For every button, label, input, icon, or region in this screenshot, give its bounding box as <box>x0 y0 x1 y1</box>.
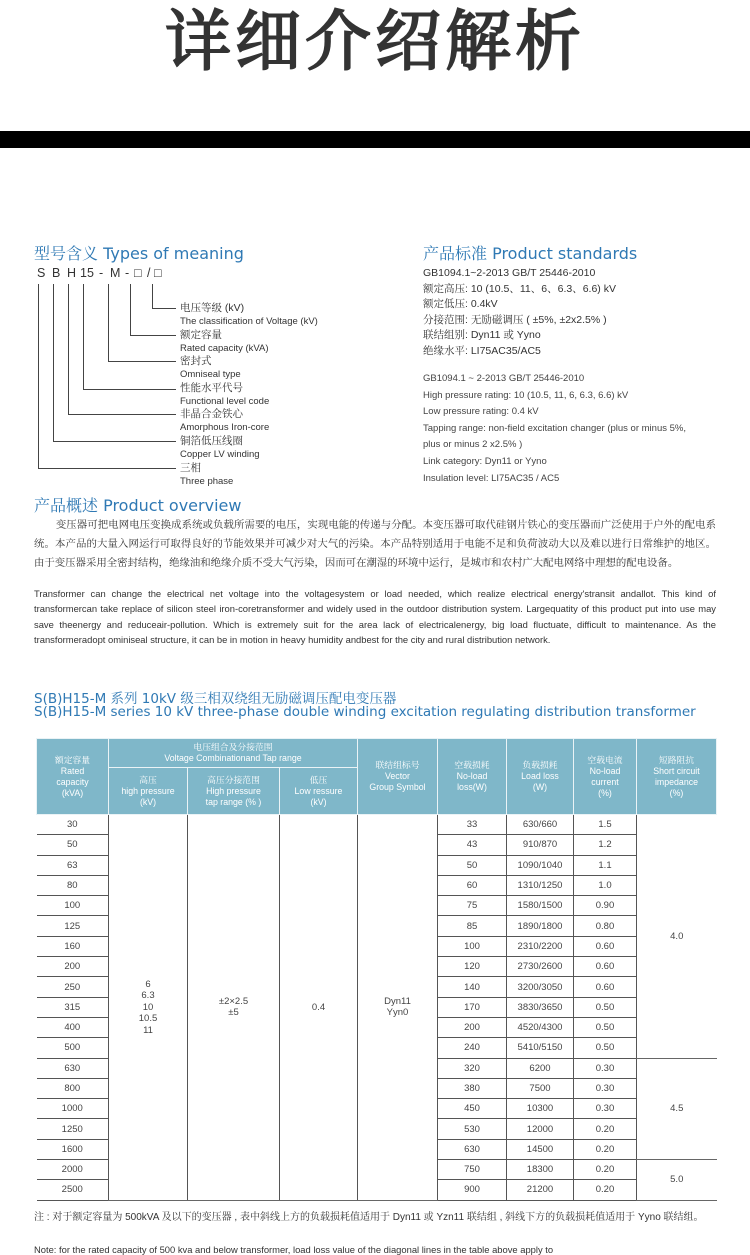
cell-capacity: 2000 <box>37 1160 109 1180</box>
header-no-load-current: 空载电流 No-load current (%) <box>574 739 637 815</box>
table-note-en: Note: for the rated capacity of 500 kva and below transformer, load loss value of the diagonal lines in the table above apply to <box>34 1244 554 1255</box>
meaning-en: Omniseal type <box>180 369 241 380</box>
series-title-zh: S(B)H15-M 系列 10kV 级三相双绕组无励磁调压配电变压器 <box>34 691 397 707</box>
high-pressure-value: 11 <box>143 1024 153 1036</box>
cell-capacity: 80 <box>37 875 109 895</box>
code-part: 15 <box>80 266 94 280</box>
code-part: / <box>147 266 151 280</box>
cell-no-load-current: 0.20 <box>574 1119 637 1139</box>
standard-line: GB1094.1 ~ 2-2013 GB/T 25446-2010 <box>423 373 585 384</box>
cell-no-load-loss: 530 <box>438 1119 507 1139</box>
standard-line: Tapping range: non-field excitation changer (plus or minus 5%, <box>423 422 686 434</box>
cell-no-load-loss: 320 <box>438 1058 507 1078</box>
cell-capacity: 500 <box>37 1038 109 1058</box>
standard-line: 额定高压: 10 (10.5、11、6、6.3、6.6) kV <box>423 282 616 295</box>
meaning-zh: 非晶合金铁心 <box>180 408 243 420</box>
standard-line: plus or minus 2 x2.5% ) <box>423 439 523 451</box>
cell-no-load-current: 0.60 <box>574 977 637 997</box>
cell-load-loss: 630/660 <box>507 815 574 835</box>
meaning-en: Three phase <box>180 476 234 487</box>
cell-no-load-current: 1.0 <box>574 875 637 895</box>
high-pressure-value: 6.3 <box>141 990 155 1002</box>
cell-load-loss: 18300 <box>507 1160 574 1180</box>
cell-load-loss: 3200/3050 <box>507 977 574 997</box>
high-pressure-value: 10 <box>142 1001 154 1013</box>
code-part: B <box>52 266 61 280</box>
page-title: 详细介绍解析 <box>165 3 585 80</box>
meaning-zh: 密封式 <box>180 355 212 367</box>
header-load-loss: 负载损耗 Load loss (W) <box>507 739 574 815</box>
cell-tap-range <box>188 815 280 1201</box>
tap-range-value: ±5 <box>228 1007 239 1019</box>
cell-no-load-loss: 450 <box>438 1099 507 1119</box>
code-part: - <box>125 266 130 280</box>
cell-capacity: 50 <box>37 835 109 855</box>
cell-capacity: 630 <box>37 1058 109 1078</box>
meaning-zh: 电压等级 (kV) <box>180 302 245 314</box>
meaning-item <box>180 355 241 381</box>
meaning-zh: 三相 <box>180 462 201 474</box>
cell-capacity: 250 <box>37 977 109 997</box>
divider-bar <box>0 131 750 148</box>
cell-capacity: 63 <box>37 855 109 875</box>
cell-load-loss: 21200 <box>507 1180 574 1200</box>
cell-capacity: 2500 <box>37 1180 109 1200</box>
meaning-item <box>180 435 260 461</box>
header-no-load-loss: 空载损耗 No-load loss(W) <box>438 739 507 815</box>
cell-no-load-loss: 60 <box>438 875 507 895</box>
cell-load-loss: 2310/2200 <box>507 936 574 956</box>
standard-line: 分接范围: 无励磁调压 ( ±5%, ±2x2.5% ) <box>423 313 607 326</box>
header-tap-range: 高压分接范围 High pressure tap range (% ) <box>188 768 280 815</box>
cell-load-loss: 14500 <box>507 1139 574 1159</box>
product-standards-title: 产品标准 Product standards <box>423 244 638 263</box>
cell-capacity: 30 <box>37 815 109 835</box>
cell-load-loss: 5410/5150 <box>507 1038 574 1058</box>
standard-line: 联结组别: Dyn11 或 Yyno <box>423 329 541 341</box>
cell-no-load-loss: 100 <box>438 936 507 956</box>
cell-capacity: 100 <box>37 896 109 916</box>
cell-load-loss: 6200 <box>507 1058 574 1078</box>
header-voltage-group: 电压组合及分接范围 Voltage Combinationand Tap range <box>109 739 358 768</box>
cell-impedance: 4.5 <box>637 1058 717 1159</box>
meaning-item <box>180 462 233 488</box>
meaning-zh: 额定容量 <box>180 329 222 341</box>
cell-load-loss: 3830/3650 <box>507 997 574 1017</box>
cell-no-load-loss: 900 <box>438 1180 507 1200</box>
cell-no-load-loss: 43 <box>438 835 507 855</box>
cell-no-load-current: 0.50 <box>574 1017 637 1037</box>
standard-line: 额定低压: 0.4kV <box>423 298 498 310</box>
cell-no-load-current: 0.20 <box>574 1180 637 1200</box>
cell-load-loss: 910/870 <box>507 835 574 855</box>
header-rated-capacity: 额定容量 Rated capacity (kVA) <box>37 739 109 815</box>
standard-line: Low pressure rating: 0.4 kV <box>423 406 539 418</box>
code-part: H <box>67 266 77 280</box>
meaning-en: Amorphous Iron-core <box>180 422 270 433</box>
meaning-item <box>180 408 269 434</box>
header-high-pressure: 高压 high pressure (kV) <box>109 768 188 815</box>
cell-no-load-current: 0.60 <box>574 957 637 977</box>
code-part: □ <box>134 266 142 280</box>
code-part: □ <box>154 266 162 280</box>
high-pressure-value: 10.5 <box>138 1013 158 1025</box>
cell-load-loss: 1310/1250 <box>507 875 574 895</box>
cell-no-load-loss: 750 <box>438 1160 507 1180</box>
standard-line: 绝缘水平: LI75AC35/AC5 <box>423 344 541 357</box>
meaning-item <box>180 329 269 355</box>
cell-load-loss: 1090/1040 <box>507 855 574 875</box>
standard-line: Insulation level: LI75AC35 / AC5 <box>423 472 560 484</box>
cell-no-load-loss: 630 <box>438 1139 507 1159</box>
overview-zh: 变压器可把电网电压变换成系统或负载所需要的电压，实现电能的传递与分配。本变压器可取代硅钢片铁心的变压器而广泛使用于户外的配电系统。本产品的大量入网运行可取得良好的节能效果并可减少对大气的污染。本产品特别适用于电能不足和负荷波动大以及难以进行日常维护的地区。由于变压器采用全密封结构，绝缘油和绝缘介质不受大气污染，因而可在潮湿的环境中运行，是城市和农村广大配电网络中理想的配电设备。 <box>34 520 716 569</box>
standards-zh <box>423 266 616 359</box>
cell-capacity: 200 <box>37 957 109 977</box>
cell-no-load-loss: 140 <box>438 977 507 997</box>
product-overview-title: 产品概述 Product overview <box>34 496 242 515</box>
header-low-pressure: 低压 Low ressure (kV) <box>280 768 358 815</box>
cell-no-load-loss: 75 <box>438 896 507 916</box>
vector-group-value: Dyn11 <box>384 995 411 1007</box>
cell-high-pressure <box>109 815 188 1201</box>
code-part: - <box>99 266 104 280</box>
cell-no-load-loss: 240 <box>438 1038 507 1058</box>
cell-no-load-current: 0.30 <box>574 1078 637 1098</box>
meaning-en: Rated capacity (kVA) <box>180 343 269 354</box>
meaning-item <box>180 302 318 328</box>
cell-no-load-current: 0.30 <box>574 1099 637 1119</box>
cell-load-loss: 2730/2600 <box>507 957 574 977</box>
cell-load-loss: 1890/1800 <box>507 916 574 936</box>
cell-load-loss: 4520/4300 <box>507 1017 574 1037</box>
cell-load-loss: 1580/1500 <box>507 896 574 916</box>
cell-no-load-current: 0.60 <box>574 936 637 956</box>
cell-no-load-current: 0.50 <box>574 997 637 1017</box>
cell-no-load-loss: 200 <box>438 1017 507 1037</box>
standards-en <box>423 371 686 487</box>
cell-no-load-current: 0.50 <box>574 1038 637 1058</box>
standard-line: GB1094.1~2-2013 GB/T 25446-2010 <box>423 267 596 279</box>
meaning-zh: 性能水平代号 <box>180 382 243 394</box>
meaning-en: Copper LV winding <box>180 449 260 460</box>
cell-no-load-current: 0.30 <box>574 1058 637 1078</box>
cell-capacity: 800 <box>37 1078 109 1098</box>
cell-load-loss: 12000 <box>507 1119 574 1139</box>
cell-capacity: 1000 <box>37 1099 109 1119</box>
meaning-en: The classification of Voltage (kV) <box>180 316 318 327</box>
cell-load-loss: 10300 <box>507 1099 574 1119</box>
cell-no-load-loss: 120 <box>438 957 507 977</box>
meaning-zh: 铜箔低压线圈 <box>180 435 243 447</box>
cell-capacity: 160 <box>37 936 109 956</box>
tap-range-value: ±2×2.5 <box>218 995 249 1007</box>
cell-capacity: 125 <box>37 916 109 936</box>
cell-no-load-loss: 170 <box>438 997 507 1017</box>
cell-capacity: 1600 <box>37 1139 109 1159</box>
standard-line: Link category: Dyn11 or Yyno <box>423 455 547 467</box>
vector-group-value: Yyn0 <box>386 1007 409 1019</box>
cell-vector-group <box>358 815 438 1201</box>
cell-impedance: 4.0 <box>637 815 717 1059</box>
cell-impedance: 5.0 <box>637 1160 717 1201</box>
cell-capacity: 315 <box>37 997 109 1017</box>
header-impedance: 短路阻抗 Short circuit impedance (%) <box>637 739 717 815</box>
cell-no-load-current: 1.1 <box>574 855 637 875</box>
series-title-en: S(B)H15-M series 10 kV three-phase double winding excitation regulating distribution transformer <box>34 704 696 720</box>
cell-low-pressure: 0.4 <box>280 815 358 1201</box>
meaning-item <box>180 382 269 408</box>
cell-no-load-loss: 33 <box>438 815 507 835</box>
cell-no-load-loss: 380 <box>438 1078 507 1098</box>
cell-no-load-current: 0.90 <box>574 896 637 916</box>
header-vector-group: 联结组标号 Vector Group Symbol <box>358 739 438 815</box>
overview-en: Transformer can change the electrical net voltage into the voltagesystem or load needed, which realize electrical energy'stransit andallot. This kind of transformercan take replace of silicon steel iron-coretransformer and widely used in the outdoor distribution system. Largequatity of this product put into use may save theenergy and reduceair-pollution. Which is extremely suit for the area lack of electricalenergy, big load fluctuate, difficult to maintenance. As the transformeradopt ominiseal structure, it can be in motion in heavy humidity andbest for the city and rural distribution network. <box>34 588 716 646</box>
cell-capacity: 1250 <box>37 1119 109 1139</box>
cell-no-load-current: 0.20 <box>574 1160 637 1180</box>
code-part: S <box>37 266 46 280</box>
standard-line: High pressure rating: 10 (10.5, 11, 6, 6.3, 6.6) kV <box>423 389 629 401</box>
cell-no-load-current: 1.2 <box>574 835 637 855</box>
cell-capacity: 400 <box>37 1017 109 1037</box>
cell-load-loss: 7500 <box>507 1078 574 1098</box>
cell-no-load-current: 0.20 <box>574 1139 637 1159</box>
spec-table <box>36 738 717 1201</box>
cell-no-load-current: 0.80 <box>574 916 637 936</box>
code-part: M <box>110 266 121 280</box>
table-note-zh: 注 : 对于额定容量为 500kVA 及以下的变压器 , 表中斜线上方的负载损耗值适用于 Dyn11 或 Yzn11 联结组 , 斜线下方的负载损耗值适用于 Yyno 联结组。 <box>34 1212 704 1223</box>
cell-no-load-current: 1.5 <box>574 815 637 835</box>
high-pressure-value: 6 <box>145 978 151 990</box>
meaning-en: Functional level code <box>180 396 270 407</box>
table-row <box>37 815 717 835</box>
cell-no-load-loss: 50 <box>438 855 507 875</box>
cell-no-load-loss: 85 <box>438 916 507 936</box>
types-of-meaning-title: 型号含义 Types of meaning <box>34 244 244 263</box>
